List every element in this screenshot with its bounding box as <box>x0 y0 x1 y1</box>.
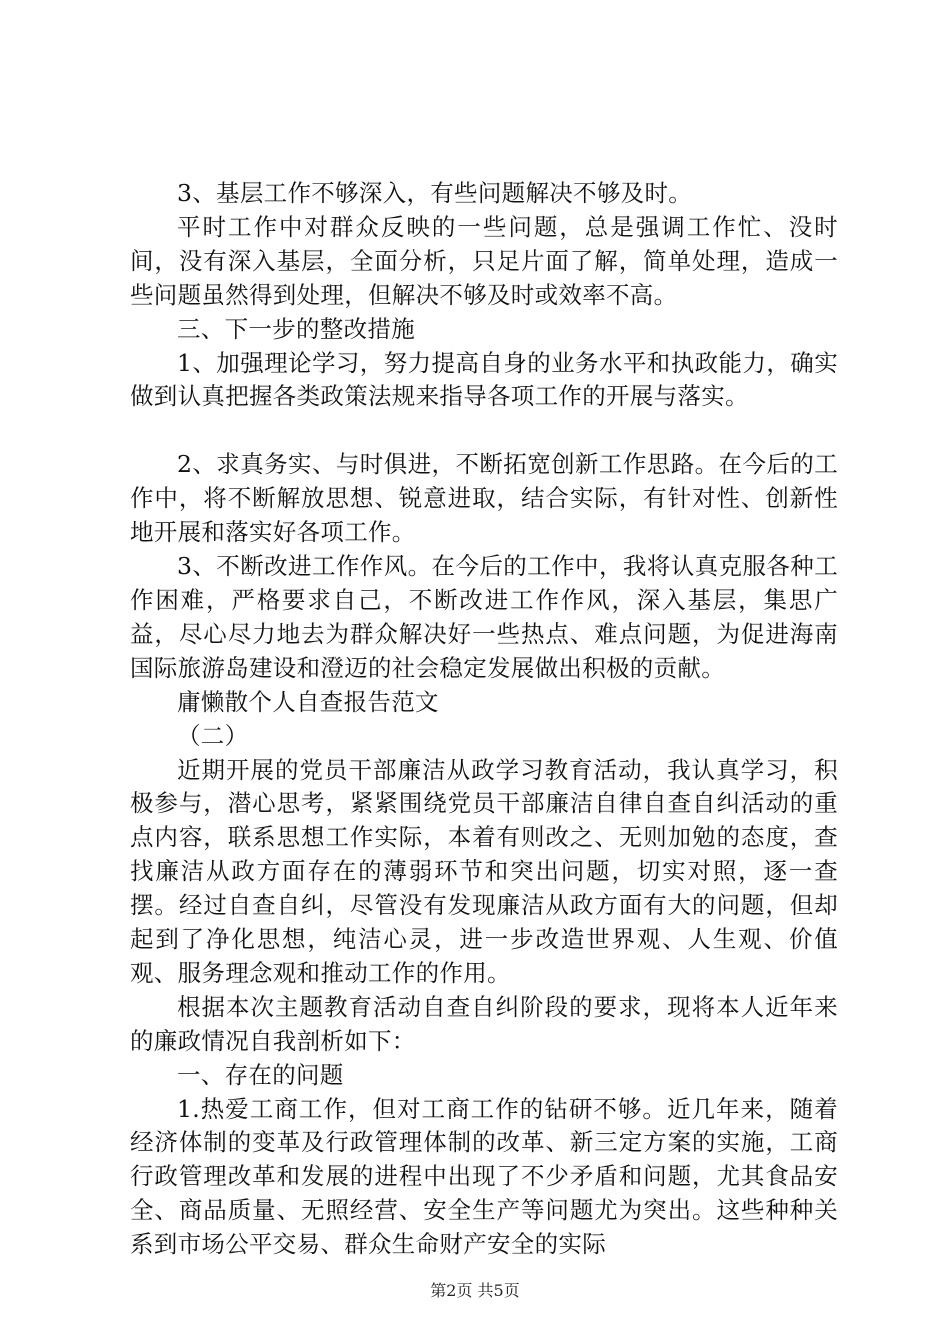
document-subtitle: （二） <box>177 721 249 750</box>
paragraph-5: 2、求真务实、与时俱进，不断拓宽创新工作思路。在今后的工作中，将不断解放思想、锐意进取，结合实际，有针对性、创新性地开展和落实好各项工作。 <box>130 450 838 547</box>
document-title: 庸懒散个人自查报告范文 <box>177 687 439 716</box>
paragraph-gap <box>130 414 838 448</box>
paragraph-2: 平时工作中对群众反映的一些问题，总是强调工作忙、没时间，没有深入基层，全面分析，只足片面了解，简单处理，造成一些问题虽然得到处理，但解决不够及时或效率不高。 <box>130 212 838 309</box>
paragraph-4: 1、加强理论学习，努力提高自身的业务水平和执政能力，确实做到认真把握各类政策法规来指导各项工作的开展与落实。 <box>130 348 838 411</box>
section-heading-11: 一、存在的问题 <box>177 1060 344 1089</box>
paragraph-1: 3、基层工作不够深入，有些问题解决不够及时。 <box>177 179 693 207</box>
paragraph-10: 根据本次主题教育活动自查自纠阶段的要求，现将本人近年来的廉政情况自我剖析如下： <box>130 992 838 1055</box>
page-number-footer: 第2页 共5页 <box>430 1281 520 1300</box>
paragraph-12: 1.热爱工商工作，但对工商工作的钻研不够。近几年来，随着经济体制的变革及行政管理体制的改革、新三定方案的实施，工商行政管理改革和发展的进程中出现了不少矛盾和问题，尤其食品安全、商品质量、无照经营、安全生产等问题尤为突出。这些种种关系到市场公平交易、群众生命财产安全的实际 <box>130 1094 838 1259</box>
document-body <box>130 177 838 1262</box>
paragraph-9: 近期开展的党员干部廉洁从政学习教育活动，我认真学习，积极参与，潜心思考，紧紧围绕党员干部廉洁自律自查自纠活动的重点内容，联系思想工作实际，本着有则改之、无则加勉的态度，查找廉洁从政方面存在的薄弱环节和突出问题，切实对照，逐一查摆。经过自查自纠，尽管没有发现廉洁从政方面有大的问题，但却起到了净化思想，纯洁心灵，进一步改造世界观、人生观、价值观、服务理念观和推动工作的作用。 <box>130 755 838 987</box>
section-heading-3: 三、下一步的整改措施 <box>177 314 415 343</box>
paragraph-6: 3、不断改进工作作风。在今后的工作中，我将认真克服各种工作困难，严格要求自己，不断改进工作作风，深入基层，集思广益，尽心尽力地去为群众解决好一些热点、难点问题，为促进海南国际旅游岛建设和澄迈的社会稳定发展做出积极的贡献。 <box>130 552 838 682</box>
